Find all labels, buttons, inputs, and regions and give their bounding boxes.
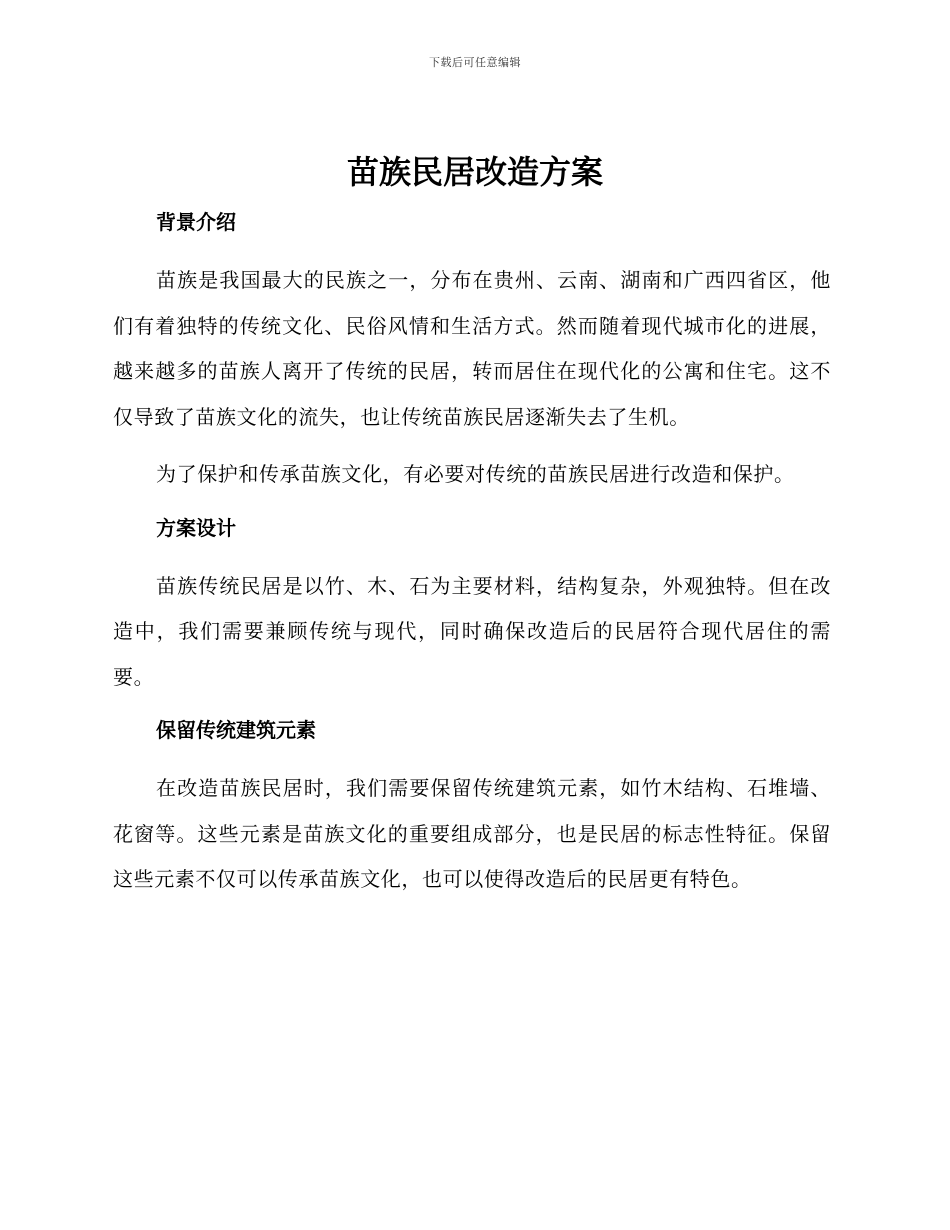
- paragraph-background-1: 苗族是我国最大的民族之一，分布在贵州、云南、湖南和广西四省区，他们有着独特的传统文化、民俗风情和生活方式。然而随着现代城市化的进展，越来越多的苗族人离开了传统的民居，转而居住在现代化的公寓和住宅。这不仅导致了苗族文化的流失，也让传统苗族民居逐渐失去了生机。: [113, 268, 831, 429]
- section-heading-traditional-elements: 保留传统建筑元素: [156, 718, 316, 742]
- header-note: 下载后可任意编辑: [429, 56, 521, 69]
- section-heading-design: 方案设计: [156, 515, 236, 540]
- document-body: [113, 204, 831, 903]
- section-heading-background: 背景介绍: [156, 210, 236, 234]
- paragraph-background-2: 为了保护和传承苗族文化，有必要对传统的苗族民居进行改造和保护。: [156, 462, 795, 486]
- paragraph-traditional-elements-1: 在改造苗族民居时，我们需要保留传统建筑元素，如竹木结构、石堆墙、花窗等。这些元素是苗族文化的重要组成部分，也是民居的标志性特征。保留这些元素不仅可以传承苗族文化，也可以使得改造后的民居更有特色。: [113, 776, 831, 891]
- document-title: 苗族民居改造方案: [346, 153, 603, 191]
- paragraph-design-1: 苗族传统民居是以竹、木、石为主要材料，结构复杂，外观独特。但在改造中，我们需要兼顾传统与现代，同时确保改造后的民居符合现代居住的需要。: [113, 573, 831, 689]
